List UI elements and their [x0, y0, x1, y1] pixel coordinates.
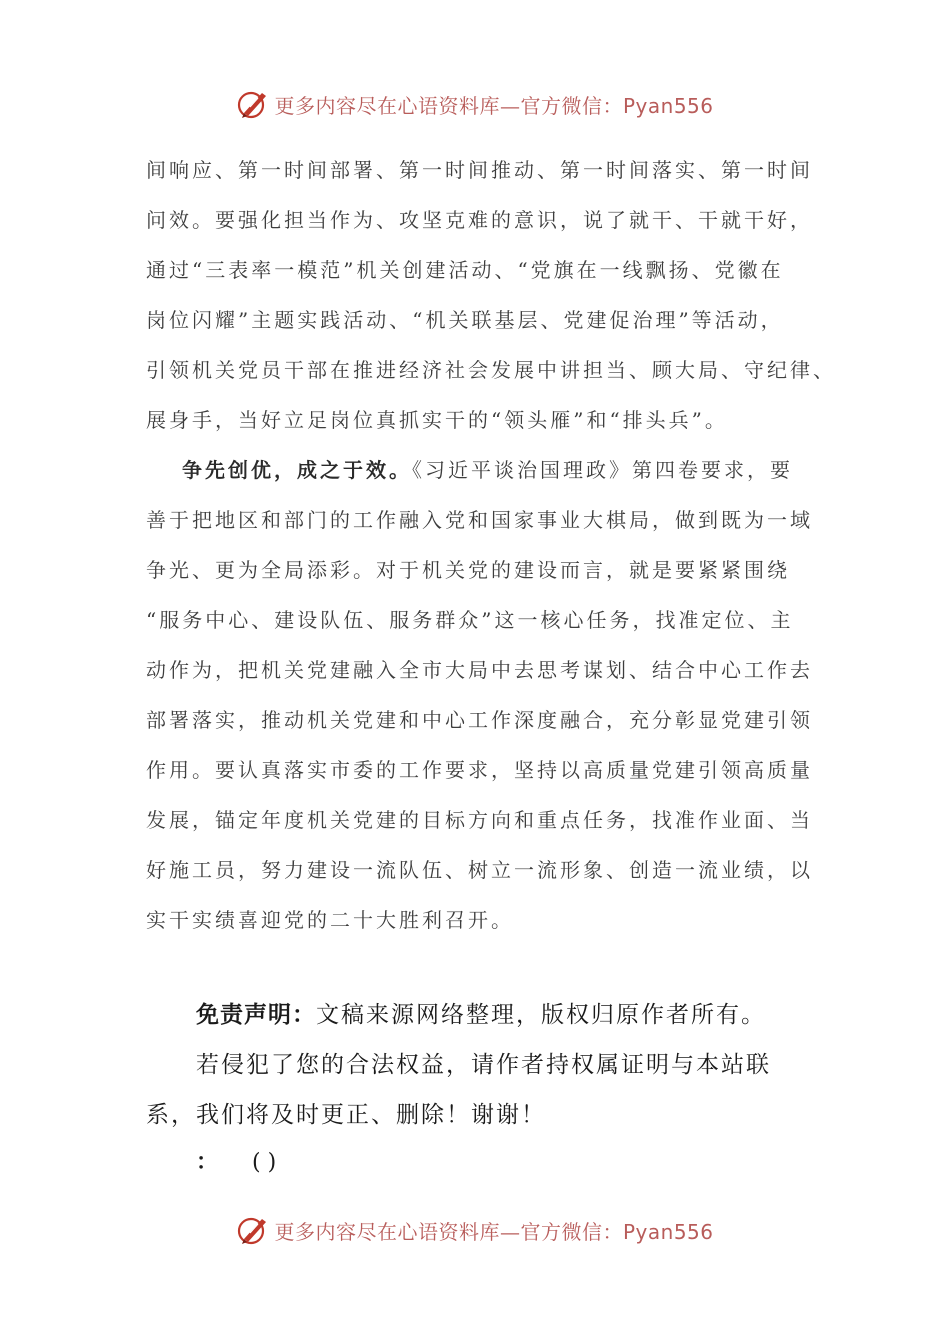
pen-circle-logo-icon — [236, 87, 270, 121]
header-banner — [0, 84, 950, 124]
body-line: 岗位闪耀”主题实践活动、“机关联基层、党建促治理”等活动， — [146, 308, 784, 332]
disclaimer-label: 免责声明： — [196, 1002, 316, 1028]
disclaimer-line: 若侵犯了您的合法权益，请作者持权属证明与本站联 — [196, 1052, 771, 1078]
body-line: 好施工员，努力建设一流队伍、树立一流形象、创造一流业绩，以 — [146, 858, 813, 882]
body-line: 作用。要认真落实市委的工作要求，坚持以高质量党建引领高质量 — [146, 758, 813, 782]
body-line: 部署落实，推动机关党建和中心工作深度融合，充分彰显党建引领 — [146, 708, 813, 732]
body-line: 展身手，当好立足岗位真抓实干的“领头雁”和“排头兵”。 — [146, 408, 728, 432]
disclaimer-footnote: ： ( ) — [196, 1149, 277, 1175]
body-line: 争光、更为全局添彩。对于机关党的建设而言，就是要紧紧围绕 — [146, 558, 790, 582]
body-line: “服务中心、建设队伍、服务群众”这一核心任务，找准定位、主 — [146, 608, 794, 632]
footer-banner-text: 更多内容尽在心语资料库—官方微信：Pyan556 — [274, 1219, 714, 1244]
body-line: 间响应、第一时间部署、第一时间推动、第一时间落实、第一时间 — [146, 158, 813, 182]
paragraph-heading-line: 争先创优，成之于效。《习近平谈治国理政》第四卷要求，要 — [182, 458, 793, 482]
pen-circle-logo-icon — [236, 1213, 270, 1247]
disclaimer-line: 系，我们将及时更正、删除！谢谢！ — [146, 1102, 546, 1128]
body-line: 发展，锚定年度机关党建的目标方向和重点任务，找准作业面、当 — [146, 808, 813, 832]
article-body — [146, 150, 836, 950]
header-banner-text: 更多内容尽在心语资料库—官方微信：Pyan556 — [274, 93, 714, 118]
body-line: 善于把地区和部门的工作融入党和国家事业大棋局，做到既为一域 — [146, 508, 813, 532]
body-line: 引领机关党员干部在推进经济社会发展中讲担当、顾大局、守纪律、 — [146, 358, 836, 382]
paragraph-heading: 争先创优，成之于效。 — [182, 458, 412, 482]
body-line: 实干实绩喜迎党的二十大胜利召开。 — [146, 908, 514, 932]
body-line: 通过“三表率一模范”机关创建活动、“党旗在一线飘扬、党徽在 — [146, 258, 784, 282]
disclaimer — [146, 994, 826, 1184]
footer-banner — [0, 1210, 950, 1250]
body-line: 动作为，把机关党建融入全市大局中去思考谋划、结合中心工作去 — [146, 658, 813, 682]
body-line: 问效。要强化担当作为、攻坚克难的意识，说了就干、干就干好， — [146, 208, 813, 232]
disclaimer-line: 免责声明：文稿来源网络整理，版权归原作者所有。 — [196, 1002, 766, 1028]
